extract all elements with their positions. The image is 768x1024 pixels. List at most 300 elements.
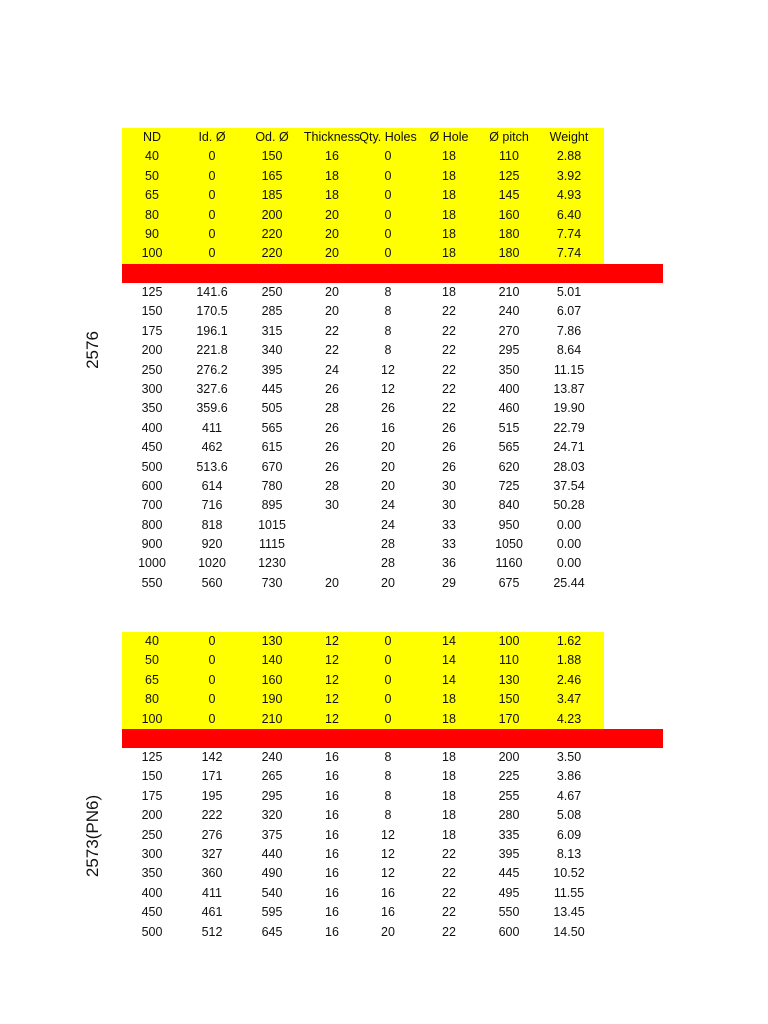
table-cell: 5.01 bbox=[556, 285, 582, 299]
table-cell: 24 bbox=[381, 498, 395, 513]
table-cell: 195 bbox=[201, 788, 223, 803]
table-cell: 645 bbox=[261, 924, 283, 939]
table-cell: 8.13 bbox=[556, 846, 582, 861]
table-cell: 6.09 bbox=[556, 827, 582, 842]
table-cell: 8.64 bbox=[556, 343, 582, 358]
table-cell: 175 bbox=[141, 788, 163, 803]
table-cell: 1160 bbox=[495, 556, 523, 571]
table-cell: 8 bbox=[384, 323, 392, 338]
table-cell: 1.62 bbox=[556, 634, 582, 648]
table-cell: 28 bbox=[381, 537, 395, 552]
table-cell: 12 bbox=[381, 846, 395, 861]
table-cell: 12 bbox=[381, 866, 395, 881]
table-cell: 90 bbox=[145, 226, 159, 241]
table-cell: 22 bbox=[442, 846, 456, 861]
table-cell: 0 bbox=[384, 653, 392, 668]
table-2573-main bbox=[122, 748, 604, 942]
table-cell: 840 bbox=[498, 498, 520, 513]
table-row bbox=[122, 322, 604, 341]
table-cell: 18 bbox=[442, 769, 456, 784]
table-cell: 16 bbox=[325, 846, 339, 861]
table-cell: 18 bbox=[442, 711, 456, 726]
table-cell: 170 bbox=[498, 711, 520, 726]
table-cell: 26 bbox=[442, 440, 456, 455]
table-cell: Weight bbox=[549, 130, 589, 144]
table-cell: 730 bbox=[261, 575, 283, 590]
table-cell: 18 bbox=[442, 808, 456, 823]
table-cell: 295 bbox=[498, 343, 520, 358]
table-cell: 28 bbox=[381, 556, 395, 571]
highlighted-row bbox=[122, 671, 604, 690]
table-cell: 4.23 bbox=[556, 711, 582, 726]
table-cell: 14 bbox=[442, 672, 456, 687]
table-cell: 725 bbox=[498, 478, 520, 493]
table-cell: 300 bbox=[141, 381, 163, 396]
table-cell: 350 bbox=[141, 866, 163, 881]
table-cell: 18 bbox=[442, 750, 456, 764]
table-cell: 13.87 bbox=[553, 381, 585, 396]
table-cell: 327 bbox=[201, 846, 223, 861]
table-cell: 26 bbox=[325, 420, 339, 435]
table-cell: 12 bbox=[325, 634, 339, 648]
table-cell: 1020 bbox=[198, 556, 226, 571]
table-cell: Ø Hole bbox=[429, 130, 469, 144]
table-cell: 8 bbox=[384, 788, 392, 803]
table-cell: 22 bbox=[442, 905, 456, 920]
table-cell: 8 bbox=[384, 750, 392, 764]
highlighted-row bbox=[122, 710, 604, 729]
table-2576-main bbox=[122, 283, 604, 593]
table-cell: 12 bbox=[381, 827, 395, 842]
table-cell: 0 bbox=[208, 246, 216, 261]
table-cell: 450 bbox=[141, 905, 163, 920]
table-cell: 0 bbox=[208, 168, 216, 183]
table-cell: 620 bbox=[498, 459, 520, 474]
table-cell: 165 bbox=[261, 168, 283, 183]
table-cell: 18 bbox=[442, 788, 456, 803]
table-cell: 22.79 bbox=[553, 420, 585, 435]
table-cell: 14 bbox=[442, 653, 456, 668]
table-cell: 160 bbox=[498, 207, 520, 222]
table-cell: 565 bbox=[261, 420, 283, 435]
table-cell: 180 bbox=[498, 226, 520, 241]
table-cell bbox=[302, 535, 362, 554]
table-cell: 14.50 bbox=[553, 924, 585, 939]
table-row bbox=[122, 477, 604, 496]
table-row bbox=[122, 923, 604, 942]
table-cell: 210 bbox=[498, 285, 520, 299]
table-cell: 4.93 bbox=[556, 188, 582, 203]
table-cell: 22 bbox=[442, 323, 456, 338]
table-cell: 250 bbox=[141, 827, 163, 842]
table-cell: 0 bbox=[384, 672, 392, 687]
table-cell: 3.86 bbox=[556, 769, 582, 784]
table-cell: 440 bbox=[261, 846, 283, 861]
table-cell: 125 bbox=[498, 168, 520, 183]
table-cell: 50 bbox=[145, 653, 159, 668]
table-cell: 780 bbox=[261, 478, 283, 493]
table-cell: 515 bbox=[498, 420, 520, 435]
table-cell: 445 bbox=[261, 381, 283, 396]
table-cell: 0 bbox=[208, 692, 216, 707]
table-cell: 600 bbox=[498, 924, 520, 939]
table-cell: 8 bbox=[384, 343, 392, 358]
table-cell: 0 bbox=[208, 149, 216, 164]
table-cell: 300 bbox=[141, 846, 163, 861]
table-cell: Id. Ø bbox=[198, 130, 226, 144]
table-cell: 7.74 bbox=[556, 246, 582, 261]
table-cell: 359.6 bbox=[196, 401, 228, 416]
table-cell: 716 bbox=[201, 498, 223, 513]
table-row bbox=[122, 361, 604, 380]
table-cell: 100 bbox=[141, 246, 163, 261]
table-row bbox=[122, 419, 604, 438]
table-cell: 22 bbox=[442, 866, 456, 881]
table-cell: 1.88 bbox=[556, 653, 582, 668]
table-cell: 221.8 bbox=[196, 343, 228, 358]
table-cell: 200 bbox=[141, 343, 163, 358]
table-cell: 250 bbox=[141, 362, 163, 377]
table-cell: 276.2 bbox=[196, 362, 228, 377]
table-cell: 0 bbox=[384, 207, 392, 222]
table-cell: 0 bbox=[208, 711, 216, 726]
table-cell: 20 bbox=[325, 575, 339, 590]
table-cell: 80 bbox=[145, 692, 159, 707]
table-cell: 0.00 bbox=[556, 517, 582, 532]
table-cell: 150 bbox=[141, 304, 163, 319]
table-cell bbox=[302, 554, 362, 573]
table-cell: 80 bbox=[145, 207, 159, 222]
table-cell: 2.46 bbox=[556, 672, 582, 687]
table-cell: 24 bbox=[381, 517, 395, 532]
table-cell: 18 bbox=[442, 827, 456, 842]
table-cell: 7.86 bbox=[556, 323, 582, 338]
table-cell: 8 bbox=[384, 808, 392, 823]
table-cell: 327.6 bbox=[196, 381, 228, 396]
table-cell: 295 bbox=[261, 788, 283, 803]
table-cell: 125 bbox=[141, 750, 163, 764]
table-cell: 12 bbox=[325, 672, 339, 687]
table-row bbox=[122, 845, 604, 864]
table-cell: 16 bbox=[325, 866, 339, 881]
table-cell: 20 bbox=[381, 440, 395, 455]
table-cell: 18 bbox=[325, 168, 339, 183]
table-cell: 22 bbox=[325, 343, 339, 358]
table-cell: 22 bbox=[442, 304, 456, 319]
table-cell: 11.15 bbox=[553, 362, 585, 377]
table-cell: 200 bbox=[141, 808, 163, 823]
table-cell: 28 bbox=[325, 478, 339, 493]
table-row bbox=[122, 884, 604, 903]
table-cell: 280 bbox=[498, 808, 520, 823]
table-cell: 160 bbox=[261, 672, 283, 687]
table-cell: 0.00 bbox=[556, 537, 582, 552]
table-cell: 26 bbox=[442, 420, 456, 435]
table-cell: 150 bbox=[261, 149, 283, 164]
table-cell: 150 bbox=[498, 692, 520, 707]
table-cell: 0 bbox=[208, 672, 216, 687]
table-cell: 360 bbox=[201, 866, 223, 881]
table-cell: 895 bbox=[261, 498, 283, 513]
table-cell: 462 bbox=[201, 440, 223, 455]
table-row bbox=[122, 380, 604, 399]
table-cell: 1230 bbox=[258, 556, 286, 571]
table-cell: 2.88 bbox=[556, 149, 582, 164]
table-cell: 26 bbox=[325, 381, 339, 396]
table-cell: 270 bbox=[498, 323, 520, 338]
table-cell: 8 bbox=[384, 285, 392, 299]
header-row bbox=[122, 128, 604, 147]
table-cell: 450 bbox=[141, 440, 163, 455]
table-cell: 16 bbox=[325, 827, 339, 842]
table-cell: 0 bbox=[384, 226, 392, 241]
highlighted-row bbox=[122, 167, 604, 186]
table-cell: 600 bbox=[141, 478, 163, 493]
table-cell: 16 bbox=[325, 769, 339, 784]
table-cell: 614 bbox=[201, 478, 223, 493]
table-cell: 12 bbox=[325, 711, 339, 726]
table-cell: 200 bbox=[498, 750, 520, 764]
table-cell: 0.00 bbox=[556, 556, 582, 571]
highlighted-row bbox=[122, 632, 604, 651]
table-cell: 37.54 bbox=[553, 478, 585, 493]
table-cell: 20 bbox=[381, 924, 395, 939]
table-cell: 400 bbox=[141, 420, 163, 435]
table-row bbox=[122, 787, 604, 806]
table-cell: 800 bbox=[141, 517, 163, 532]
side-label-2576: 2576 bbox=[83, 331, 102, 369]
table-cell: 22 bbox=[442, 885, 456, 900]
table-cell: 65 bbox=[145, 188, 159, 203]
table-cell: 315 bbox=[261, 323, 283, 338]
table-cell: 50.28 bbox=[553, 498, 585, 513]
table-cell: 100 bbox=[141, 711, 163, 726]
table-cell: 18 bbox=[442, 149, 456, 164]
table-cell: 16 bbox=[381, 420, 395, 435]
table-cell: 560 bbox=[201, 575, 223, 590]
table-cell: 24 bbox=[325, 362, 339, 377]
highlighted-row bbox=[122, 186, 604, 205]
table-cell: 22 bbox=[442, 401, 456, 416]
table-cell: 140 bbox=[261, 653, 283, 668]
table-cell: 142 bbox=[201, 750, 223, 764]
table-cell: 20 bbox=[325, 285, 339, 299]
table-cell: 0 bbox=[208, 653, 216, 668]
table-row bbox=[122, 574, 604, 593]
table-cell: 12 bbox=[325, 653, 339, 668]
table-cell: 540 bbox=[261, 885, 283, 900]
table-cell: 16 bbox=[325, 905, 339, 920]
table-cell: 240 bbox=[261, 750, 283, 764]
table-cell: 445 bbox=[498, 866, 520, 881]
table-cell: 26 bbox=[381, 401, 395, 416]
table-cell: 220 bbox=[261, 246, 283, 261]
table-cell: 16 bbox=[325, 885, 339, 900]
table-cell: 240 bbox=[498, 304, 520, 319]
separator-bar-1 bbox=[122, 264, 663, 283]
table-cell: 20 bbox=[381, 575, 395, 590]
table-cell: 0 bbox=[384, 711, 392, 726]
table-cell: 22 bbox=[442, 381, 456, 396]
highlighted-row bbox=[122, 147, 604, 166]
table-cell: 185 bbox=[261, 188, 283, 203]
table-cell: 6.07 bbox=[556, 304, 582, 319]
table-row bbox=[122, 826, 604, 845]
table-cell: 0 bbox=[384, 634, 392, 648]
table-cell: Od. Ø bbox=[255, 130, 289, 144]
table-cell: 16 bbox=[381, 905, 395, 920]
table-row bbox=[122, 458, 604, 477]
table-cell: 255 bbox=[498, 788, 520, 803]
table-cell: 20 bbox=[325, 246, 339, 261]
table-cell: 8 bbox=[384, 304, 392, 319]
table-cell: 400 bbox=[141, 885, 163, 900]
table-cell: 950 bbox=[498, 517, 520, 532]
table-cell: 18 bbox=[442, 168, 456, 183]
table-cell: 29 bbox=[442, 575, 456, 590]
table-cell: 18 bbox=[325, 188, 339, 203]
table-cell: 550 bbox=[498, 905, 520, 920]
table-row bbox=[122, 535, 604, 554]
table-cell: 285 bbox=[261, 304, 283, 319]
table-cell: 65 bbox=[145, 672, 159, 687]
table-cell: 0 bbox=[384, 246, 392, 261]
table-cell: 1000 bbox=[138, 556, 166, 571]
table-cell: 28 bbox=[325, 401, 339, 416]
table-cell: 20 bbox=[325, 226, 339, 241]
table-cell: 18 bbox=[442, 207, 456, 222]
table-cell: 16 bbox=[325, 149, 339, 164]
table-cell: 20 bbox=[381, 459, 395, 474]
table-cell: ND bbox=[142, 130, 162, 144]
table-cell: 0 bbox=[208, 207, 216, 222]
table-cell: 1050 bbox=[495, 537, 523, 552]
table-row bbox=[122, 864, 604, 883]
table-cell: 130 bbox=[498, 672, 520, 687]
table-cell: 170.5 bbox=[196, 304, 228, 319]
table-cell: 0 bbox=[384, 692, 392, 707]
table-cell: 190 bbox=[261, 692, 283, 707]
table-row bbox=[122, 748, 604, 767]
table-cell: 411 bbox=[202, 420, 222, 435]
table-cell: 30 bbox=[442, 498, 456, 513]
table-cell: 8 bbox=[384, 769, 392, 784]
table-cell: 125 bbox=[141, 285, 163, 299]
side-label-2573-pn6: 2573(PN6) bbox=[83, 794, 102, 878]
table-cell: 180 bbox=[498, 246, 520, 261]
table-cell: 5.08 bbox=[556, 808, 582, 823]
table-cell: 513.6 bbox=[196, 459, 228, 474]
table-cell: 18 bbox=[442, 246, 456, 261]
table-cell: 505 bbox=[261, 401, 283, 416]
table-cell: 340 bbox=[261, 343, 283, 358]
table-cell: 175 bbox=[141, 323, 163, 338]
table-cell: 0 bbox=[208, 188, 216, 203]
table-cell: 1015 bbox=[258, 517, 286, 532]
table-cell: 171 bbox=[201, 769, 223, 784]
table-cell: 33 bbox=[442, 517, 456, 532]
table-cell: 6.40 bbox=[556, 207, 582, 222]
table-cell: 26 bbox=[325, 440, 339, 455]
table-cell: 12 bbox=[325, 692, 339, 707]
table-cell: 30 bbox=[442, 478, 456, 493]
table-cell: 0 bbox=[384, 188, 392, 203]
table-cell: 30 bbox=[325, 498, 339, 513]
table-cell: 11.55 bbox=[553, 885, 585, 900]
table-cell: 675 bbox=[498, 575, 520, 590]
table-cell: 0 bbox=[384, 149, 392, 164]
table-cell: 28.03 bbox=[553, 459, 585, 474]
table-row bbox=[122, 516, 604, 535]
table-cell: 1115 bbox=[259, 537, 285, 552]
table-cell: 12 bbox=[381, 362, 395, 377]
table-row bbox=[122, 399, 604, 418]
table-cell: 130 bbox=[261, 634, 283, 648]
table-row bbox=[122, 903, 604, 922]
table-cell: 110 bbox=[499, 149, 519, 164]
table-cell: 18 bbox=[442, 285, 456, 299]
table-row bbox=[122, 283, 604, 302]
table-cell: 4.67 bbox=[556, 788, 582, 803]
table-cell: 16 bbox=[325, 808, 339, 823]
table-cell: 40 bbox=[145, 634, 159, 648]
table-cell: 196.1 bbox=[196, 323, 228, 338]
table-row bbox=[122, 554, 604, 573]
table-cell: Ø pitch bbox=[489, 130, 529, 144]
table-cell: 33 bbox=[442, 537, 456, 552]
table-cell: Thickness bbox=[303, 130, 361, 144]
table-cell: 19.90 bbox=[553, 401, 585, 416]
table-cell: 13.45 bbox=[553, 905, 585, 920]
table-cell: 350 bbox=[141, 401, 163, 416]
table-cell: 22 bbox=[442, 362, 456, 377]
table-cell: 276 bbox=[201, 827, 223, 842]
table-cell: 110 bbox=[499, 653, 519, 668]
table-cell: 150 bbox=[141, 769, 163, 784]
table-cell: 26 bbox=[442, 459, 456, 474]
table-cell: 18 bbox=[442, 692, 456, 707]
table-cell: 265 bbox=[261, 769, 283, 784]
table-cell: 200 bbox=[261, 207, 283, 222]
table-cell: 145 bbox=[498, 188, 520, 203]
highlighted-row bbox=[122, 651, 604, 670]
table-cell: 320 bbox=[261, 808, 283, 823]
table-cell: 3.92 bbox=[556, 168, 582, 183]
table-cell: 22 bbox=[442, 343, 456, 358]
table-cell: 100 bbox=[498, 634, 520, 648]
table-cell: 920 bbox=[201, 537, 223, 552]
table-cell: 550 bbox=[141, 575, 163, 590]
table-cell: 141.6 bbox=[196, 285, 228, 299]
table-cell: 22 bbox=[325, 323, 339, 338]
table-cell: 16 bbox=[325, 788, 339, 803]
table-cell: 250 bbox=[261, 285, 283, 299]
table-cell: 900 bbox=[141, 537, 163, 552]
table-cell: 495 bbox=[498, 885, 520, 900]
table-2576-highlighted bbox=[122, 128, 604, 264]
highlighted-row bbox=[122, 244, 604, 263]
table-cell: 670 bbox=[261, 459, 283, 474]
table-cell: 16 bbox=[381, 885, 395, 900]
table-cell: 25.44 bbox=[553, 575, 585, 590]
table-cell: 375 bbox=[261, 827, 283, 842]
table-cell: 12 bbox=[381, 381, 395, 396]
table-cell: 20 bbox=[325, 207, 339, 222]
table-cell: 3.50 bbox=[556, 750, 582, 764]
table-cell: 595 bbox=[261, 905, 283, 920]
table-row bbox=[122, 302, 604, 321]
table-cell: 460 bbox=[498, 401, 520, 416]
